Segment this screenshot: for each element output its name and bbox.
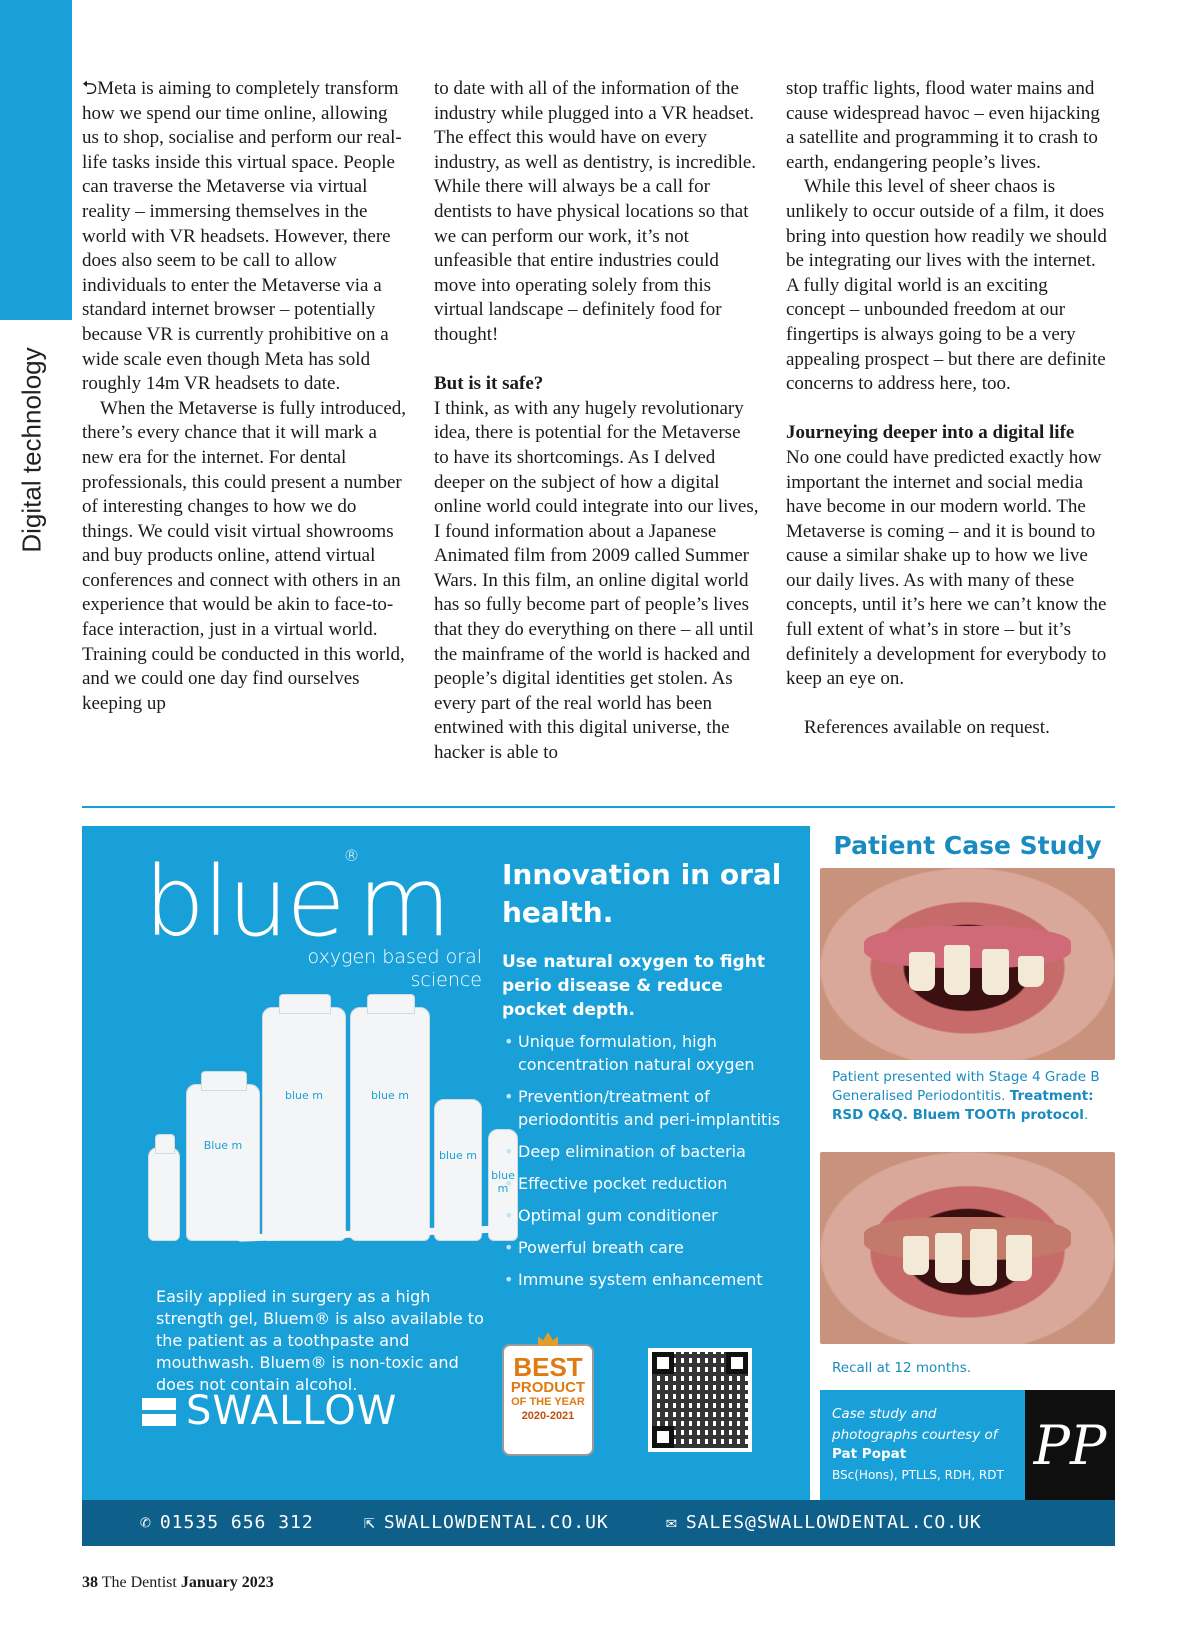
benefit-item: • Effective pocket reduction — [502, 1172, 802, 1195]
patient-case-study — [820, 826, 1115, 1500]
best-product-badge: BEST PRODUCT OF THE YEAR 2020-2021 — [504, 1346, 592, 1454]
benefit-item: • Powerful breath care — [502, 1236, 802, 1259]
subheading-safety: But is it safe? — [434, 373, 544, 395]
bluem-logo: blue®m — [144, 846, 450, 958]
brand-tagline: oxygen based oral science — [307, 946, 482, 991]
advert-body-text: Easily applied in surgery as a high strength gel, Bluem® is also available to the patient as a toothpaste and mouthwash. Bluem® is non-toxic and does not contain alcohol. — [156, 1287, 484, 1394]
section-color-bar — [0, 0, 72, 320]
benefit-list — [502, 1030, 802, 1300]
email-link[interactable]: ✉ SALES@SWALLOWDENTAL.CO.UK — [666, 1512, 982, 1533]
oxygen-fluid-bottle: blue m — [350, 1007, 430, 1241]
section-label — [14, 347, 50, 553]
advert-subhead: Use natural oxygen to fight perio disease & reduce pocket depth. — [502, 952, 765, 1020]
article-paragraph: stop traffic lights, flood water mains and cause widespread havoc – even hijacking a satellite and programming it to crash to earth, endangering people’s lives. — [786, 78, 1100, 173]
photo-credit: Case study and photographs courtesy of Pat Popat BSc(Hons), PTLLS, RDH, RDT PP — [820, 1390, 1115, 1500]
article-paragraph: No one could have predicted exactly how important the internet and social media have become in our modern world. The Metaverse is coming – and it is bound to cause a similar shake up to how we live our daily lives. As with many of these concepts, until it’s here we can’t know the full extent of what’s in store – but it’s definitely a development for everybody to keep an eye on. — [786, 446, 1107, 690]
article-paragraph: to date with all of the information of the industry while plugged into a VR headset. The effect this would have on every industry, as well as dentistry, is incredible. While there will always be a call for dentists to have physical locations so that we can perform our work, it’s not unfeasible that entire industries could move into operating solely from this virtual landscape – definitely food for thought! — [434, 78, 757, 345]
advert-headline: Innovation in oral health. — [502, 858, 782, 929]
benefit-item: • Immune system enhancement — [502, 1268, 802, 1291]
contact-bar — [82, 1500, 1115, 1546]
website-link[interactable]: ⇱ SWALLOWDENTAL.CO.UK — [364, 1512, 609, 1533]
references-note: References available on request. — [804, 717, 1050, 739]
benefit-item: • Optimal gum conditioner — [502, 1204, 802, 1227]
qr-code[interactable] — [648, 1348, 752, 1452]
envelope-icon: ✉ — [666, 1512, 678, 1533]
article-paragraph: I think, as with any hugely revolutionary idea, there is potential for the Metaverse to have its shortcomings. As I delved deeper on the subject of how a digital online world could integrate into our lives, I found information about a Japanese Animated film from 2009 called Summer Wars. In this film, an online digital world has so fully become part of people’s lives that they do everything on there – all until the mainframe of the world is hacked and people’s digital identities get stolen. As every part of the real world has been entwined with this digital universe, the hacker is able to — [434, 397, 759, 764]
toothpaste-tube: blue m — [434, 1099, 482, 1241]
spray-bottle — [148, 1147, 180, 1241]
article-paragraph: When the Metaverse is fully introduced, there’s every chance that it will mark a new era for the internet. For dental professionals, this could present a number of interesting changes to how we do things. We could visit virtual showrooms and buy products online, attend virtual conferences and connect with others in an experience that would be akin to face-to-face interaction, just in a virtual world. Training could be conducted in this world, and we could one day find ourselves keeping up — [82, 397, 407, 714]
benefit-item: • Unique formulation, high concentration natural oxygen — [502, 1030, 802, 1076]
swallow-logo — [142, 1388, 397, 1434]
after-photo — [820, 1152, 1115, 1344]
foam-bottle: Blue m — [186, 1084, 260, 1241]
subheading-digital-life: Journeying deeper into a digital life — [786, 422, 1075, 444]
phone-contact[interactable]: ✆ 01535 656 312 — [140, 1512, 314, 1533]
article-paragraph: While this level of sheer chaos is unlikely to occur outside of a film, it does bring into question how readily we should be integrating our lives with the internet. A fully digital world is an exciting concept – unbounded freedom at our fingertips is always going to be a very appealing prospect – but there are definite concerns to address here, too. — [786, 176, 1107, 395]
benefit-item: • Deep elimination of bacteria — [502, 1140, 802, 1163]
mouthwash-bottle: blue m — [262, 1007, 346, 1241]
phone-icon: ✆ — [140, 1512, 152, 1533]
article-paragraph: ⮌Meta is aiming to completely transform how we spend our time online, allowing us to shop, socialise and perform our real-life tasks inside this virtual space. People can traverse the Metaverse via virtual reality – immersing themselves in the world with VR headsets. However, there does also seem to be call to allow individuals to enter the Metaverse via a standard internet browser – potentially because VR is currently prohibitive on a wide scale even though Meta has sold roughly 14m VR headsets to date. — [82, 78, 402, 395]
article-column-1 — [82, 77, 407, 716]
swallow-mark-icon — [142, 1394, 176, 1428]
before-caption: Patient presented with Stage 4 Grade B Generalised Periodontitis. Treatment: RSD Q&Q. Bluem TOOTh protocol. — [832, 1069, 1100, 1123]
section-label-text: Digital technology — [16, 347, 47, 553]
article-column-2 — [434, 77, 759, 766]
gel-tube: blue m — [488, 1129, 518, 1241]
section-divider — [82, 806, 1115, 808]
crown-icon — [538, 1332, 558, 1346]
bluem-advert — [82, 826, 810, 1500]
product-range-image — [142, 1001, 532, 1241]
after-caption: Recall at 12 months. — [832, 1360, 972, 1376]
before-photo — [820, 868, 1115, 1060]
swallow-wordmark: SWALLOW — [186, 1388, 398, 1434]
article-column-3 — [786, 77, 1111, 741]
benefit-item: • Prevention/treatment of periodontitis and peri-implantitis — [502, 1085, 802, 1131]
cursor-icon: ⇱ — [364, 1512, 376, 1533]
case-study-title: Patient Case Study — [833, 831, 1102, 860]
pp-monogram-logo: PP — [1025, 1390, 1115, 1500]
page-folio: 38 The Dentist January 2023 — [82, 1574, 274, 1591]
